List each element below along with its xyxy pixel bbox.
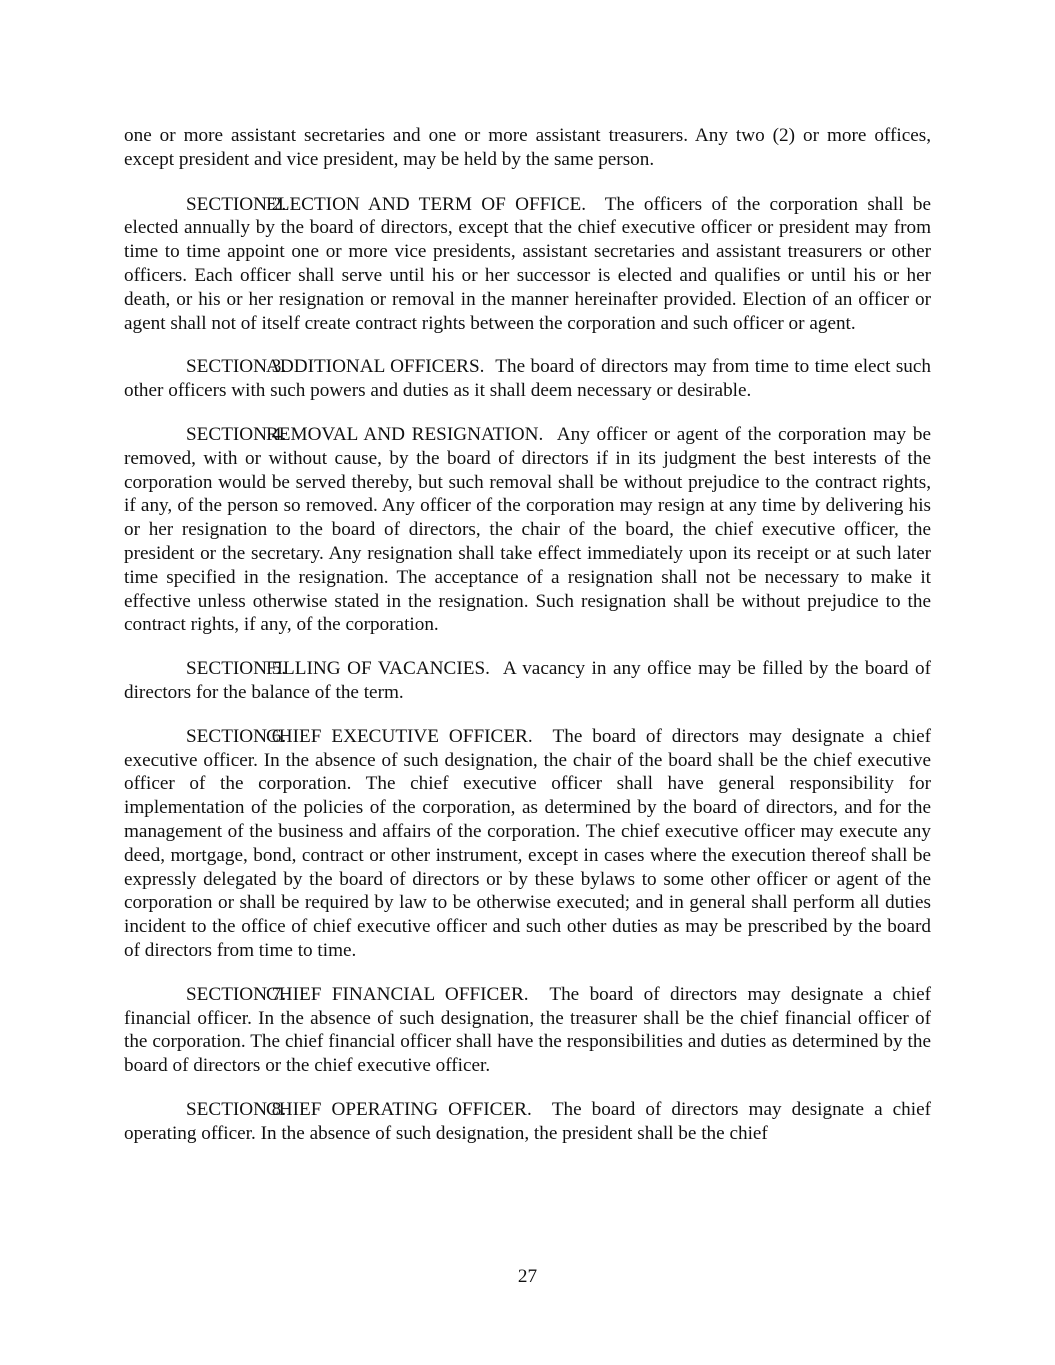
section-6-paragraph (124, 725, 931, 963)
section-4-body: Any officer or agent of the corporation may be removed, with or without cause, by the board of directors if in its judgment the best interests of the corporation would be served thereby, but such removal shall be without prejudice to the contract rights, if any, of the person so removed. Any officer of the corporation may resign at any time by delivering his or her resignation to the board of directors, the chair of the board, the chief executive officer, the president or the secretary. Any resignation shall take effect immediately upon its receipt or at such later time specified in the resignation. The acceptance of a resignation shall not be necessary to make it effective unless otherwise stated in the resignation. Such resignation shall be without prejudice to the contract rights, if any, of the corporation. (124, 423, 931, 636)
section-8-paragraph (124, 1098, 931, 1146)
section-3-body: The board of directors may from time to time elect such other officers with such powers and duties as it shall deem necessary or desirable. (124, 356, 931, 402)
section-4-number: SECTION 4. (186, 423, 287, 445)
section-4-title: REMOVAL AND RESIGNATION. (266, 423, 544, 445)
section-7-body: The board of directors may designate a chief financial officer. In the absence of such designation, the treasurer shall be the chief financial officer of the corporation. The chief financial officer shall have the responsibilities and duties as determined by the board of directors or the chief executive officer. (124, 983, 932, 1077)
section-5-body: A vacancy in any office may be filled by the board of directors for the balance of the term. (124, 658, 931, 703)
section-2-title: ELECTION AND TERM OF OFFICE. (266, 193, 587, 215)
section-3-title: ADDITIONAL OFFICERS. (266, 356, 485, 378)
section-3-number: SECTION 3. (186, 356, 287, 378)
section-6-body: The board of directors may designate a chief executive officer. In the absence of such designation, the chair of the board shall be the chief executive officer of the corporation. The chief executive officer shall have general responsibility for implementation of the policies of the corporation, as determined by the board of directors, and for the management of the business and affairs of the corporation. The chief executive officer may execute any deed, mortgage, bond, contract or other instrument, except in cases where the execution thereof shall be expressly delegated by the board of directors or by these bylaws to some other officer or agent of the corporation or shall be required by law to be otherwise executed; and in general shall perform all duties incident to the office of chief executive officer and such other duties as may be prescribed by the board of directors from time to time. (124, 725, 931, 961)
section-3-paragraph (124, 355, 931, 403)
section-2-number: SECTION 2. (186, 193, 287, 215)
document-page (124, 124, 931, 1165)
section-8-body: The board of directors may designate a chief operating officer. In the absence of such designation, the president shall be the chief (124, 1098, 931, 1144)
section-7-title: CHIEF FINANCIAL OFFICER. (266, 983, 529, 1005)
section-2-paragraph (124, 193, 931, 336)
section-5-title: FILLING OF VACANCIES. (266, 658, 490, 680)
section-7-number: SECTION 7. (186, 983, 287, 1005)
intro-paragraph: one or more assistant secretaries and one or more assistant treasurers. Any two (2) or more offices, except president and vice president, may be held by the same person. (124, 125, 931, 170)
section-2-body: The officers of the corporation shall be elected annually by the board of directors, except that the chief executive officer or president may from time to time appoint one or more vice presidents, assistant secretaries and assistant treasurers or other officers. Each officer shall serve until his or her successor is elected and qualifies or until his or her death, or his or her resignation or removal in the manner hereinafter provided. Election of an officer or agent shall not of itself create contract rights between the corporation and such officer or agent. (124, 193, 932, 334)
section-8-number: SECTION 8. (186, 1098, 287, 1120)
section-5-number: SECTION 5. (186, 658, 287, 680)
page-number: 27 (517, 1266, 538, 1287)
section-8-title: CHIEF OPERATING OFFICER. (266, 1098, 532, 1120)
section-7-paragraph (124, 983, 931, 1078)
section-5-paragraph (124, 657, 931, 705)
section-6-title: CHIEF EXECUTIVE OFFICER. (266, 725, 533, 747)
section-4-paragraph (124, 423, 931, 637)
section-6-number: SECTION 6. (186, 725, 287, 747)
